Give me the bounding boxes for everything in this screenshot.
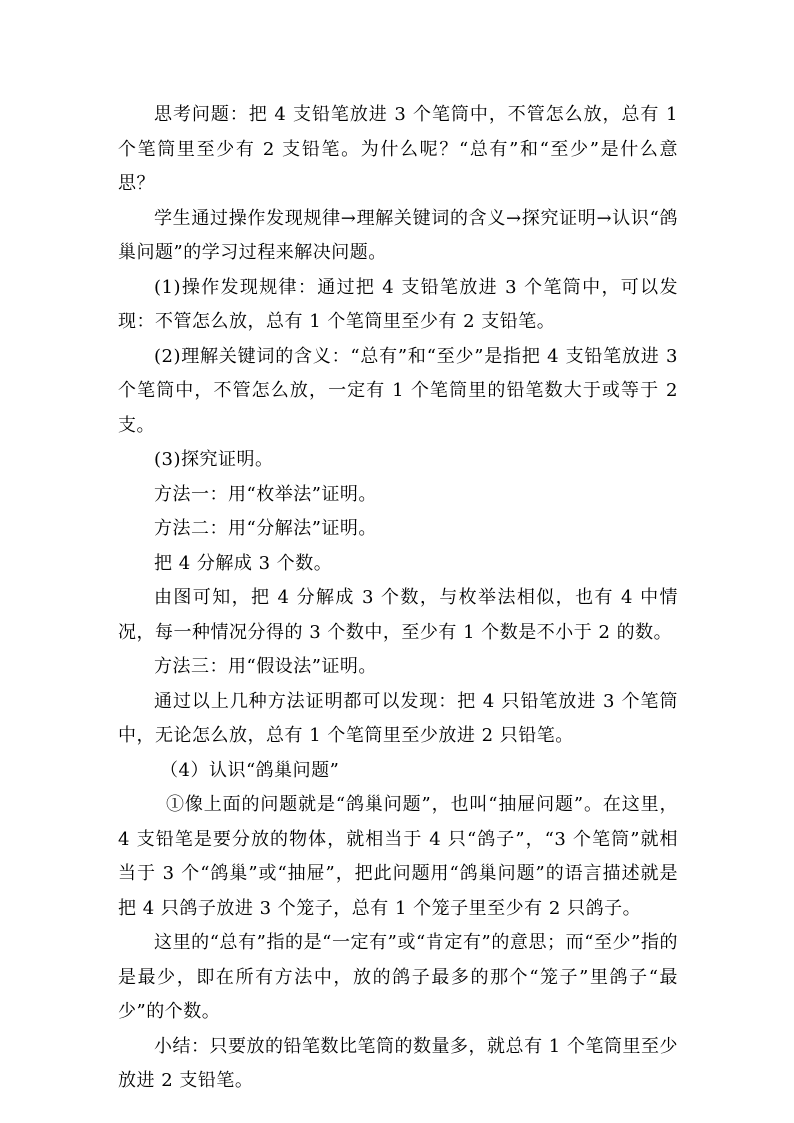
paragraph-conclusion: 通过以上几种方法证明都可以发现：把 4 只铅笔放进 3 个笔筒中，无论怎么放，总有 1 个笔筒里至少放进 2 只铅笔。 (118, 690, 678, 746)
paragraph-decompose: 把 4 分解成 3 个数。 (154, 552, 333, 574)
paragraph-learning-process: 学生通过操作发现规律→理解关键词的含义→探究证明→认识“鸽巢问题”的学习过程来解决问题。 (118, 207, 678, 263)
paragraph-step-3: (3)探究证明。 (154, 449, 274, 470)
paragraph-method-1: 方法一：用“枚举法”证明。 (154, 483, 377, 505)
paragraph-pigeonhole-explanation: ①像上面的问题就是“鸽巢问题”，也叫“抽屉问题”。在这里，4 支铅笔是要分放的物体，就相当于 4 只“鸽子”，“3 个笔筒”就相当于 3 个“鸽巢”或“抽屉”，把此问题用“鸽巢问题”的语言描述就是把 4 只鸽子放进 3 个笼子，总有 1 个笼子里至少有 2 只鸽子。 (118, 794, 678, 919)
paragraph-figure-note: 由图可知，把 4 分解成 3 个数，与枚举法相似，也有 4 中情况，每一种情况分得的 3 个数中，至少有 1 个数是不小于 2 的数。 (118, 587, 678, 643)
paragraph-summary: 小结：只要放的铅笔数比笔筒的数量多，就总有 1 个笔筒里至少放进 2 支铅笔。 (118, 1035, 678, 1091)
paragraph-step-4: （4）认识“鸽巢问题” (160, 759, 340, 781)
document-body (118, 98, 678, 1099)
paragraph-keyword-meaning: 这里的“总有”指的是“一定有”或“肯定有”的意思；而“至少”指的是最少，即在所有方法中，放的鸽子最多的那个“笼子”里鸽子“最少”的个数。 (118, 932, 678, 1022)
paragraph-question: 思考问题：把 4 支铅笔放进 3 个笔筒中，不管怎么放，总有 1 个笔筒里至少有 2 支铅笔。为什么呢？“总有”和“至少”是什么意思？ (118, 104, 678, 194)
paragraph-step-1: (1)操作发现规律：通过把 4 支铅笔放进 3 个笔筒中，可以发现：不管怎么放，总有 1 个笔筒里至少有 2 支铅笔。 (118, 276, 678, 332)
paragraph-method-3: 方法三：用“假设法”证明。 (154, 656, 377, 677)
paragraph-step-2: (2)理解关键词的含义：“总有”和“至少”是指把 4 支铅笔放进 3 个笔筒中，不管怎么放，一定有 1 个笔筒里的铅笔数大于或等于 2 支。 (118, 345, 678, 436)
paragraph-method-2: 方法二：用“分解法”证明。 (154, 518, 377, 539)
